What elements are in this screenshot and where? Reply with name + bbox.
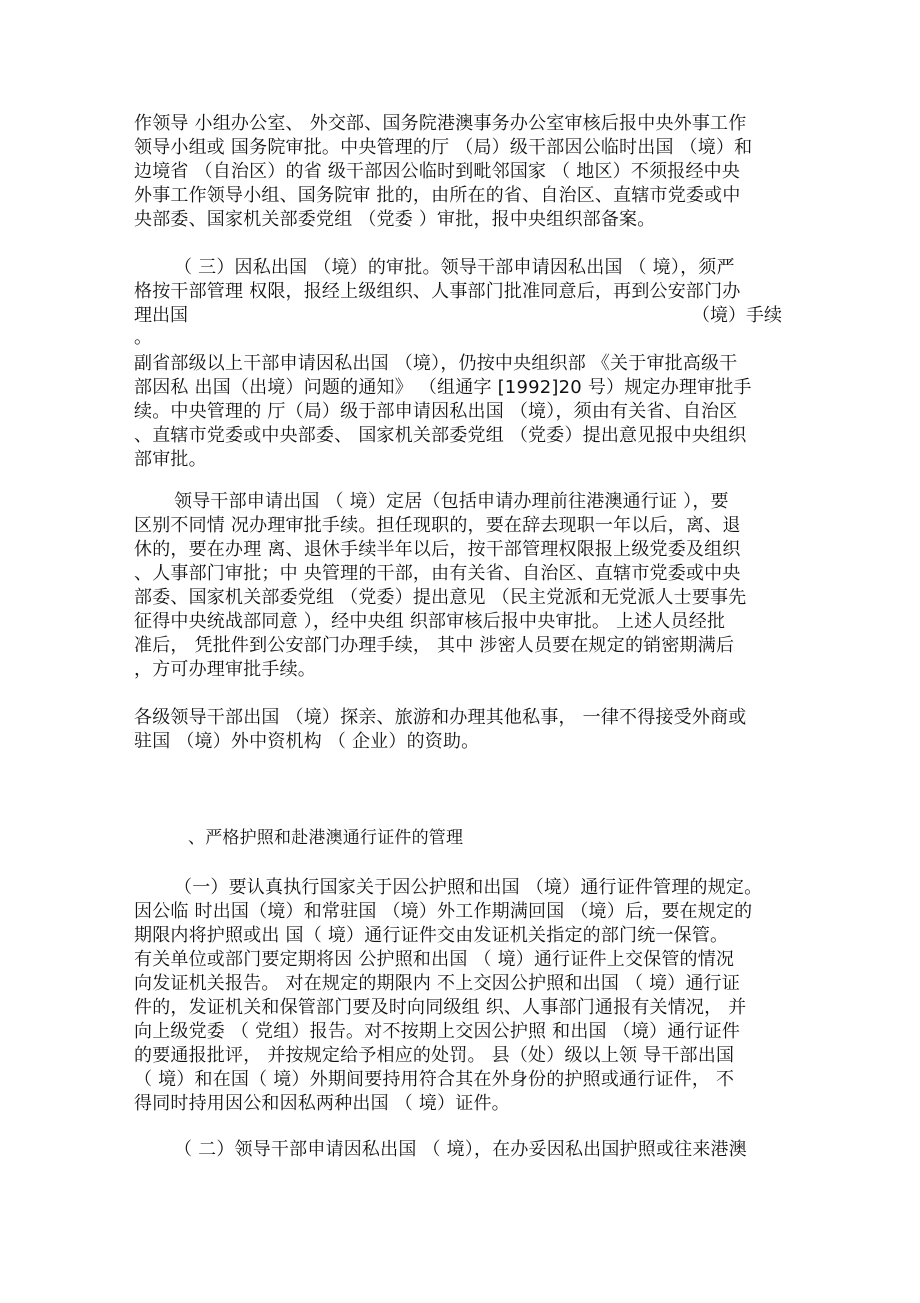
text-line: 区别不同情 况办理审批手续。担任现职的，要在辞去现职一年以后，离、退	[134, 515, 741, 536]
text-line: 驻国 （境）外中资机构 （ 企业）的资助。	[134, 731, 480, 752]
text-line: 央部委、国家机关部委党组 （党委 ）审批，报中央组织部备案。	[134, 209, 656, 230]
text-line: 向上级党委 （ 党组）报告。对不按期上交因公护照 和出国 （境）通行证件	[134, 1021, 741, 1042]
text-line: 有关单位或部门要定期将因 公护照和出国 （ 境）通行证件上交保管的情况	[134, 949, 735, 970]
text-line: 休的，要在办理 离、退休手续半年以后，按干部管理权限报上级党委及组织	[134, 539, 741, 560]
text-line: 副省部级以上干部申请因私出国 （境），仍按中央组织部 《关于审批高级干	[134, 353, 738, 374]
text-line: 准后， 凭批件到公安部门办理手续， 其中 涉密人员要在规定的销密期满后	[134, 635, 735, 656]
text-line: 作领导 小组办公室、 外交部、国务院港澳事务办公室审核后报中央外事工作	[134, 113, 747, 134]
text-line: 续。中央管理的 厅（局）级于部申请因私出国 （境），须由有关省、自治区	[134, 401, 738, 422]
text-line: （ 二）领导干部申请因私出国 （ 境），在办妥因私出国护照或往来港澳	[174, 1139, 747, 1160]
text-line: 向发证机关报告。 对在规定的期限内 不上交因公护照和出国 （ 境）通行证	[134, 973, 741, 994]
text-fragment: 理出国	[134, 305, 188, 326]
section-heading: 、严格护照和赴港澳通行证件的管理	[188, 828, 464, 848]
text-line-justified	[134, 304, 782, 328]
text-line: 期限内将护照或出 国（ 境）通行证件交由发证机关指定的部门统一保管。	[134, 925, 729, 946]
text-line: 因公临 时出国（境）和常驻国 （境）外工作期满回国 （境）后，要在规定的	[134, 901, 753, 922]
text-line: 领导干部申请出国 （ 境）定居（包括申请办理前往港澳通行证 ），要	[174, 491, 729, 512]
text-line: 格按干部管理 权限，报经上级组织、人事部门批准同意后，再到公安部门办	[134, 281, 741, 302]
text-line: 。	[134, 327, 153, 348]
text-line: 件的，发证机关和保管部门要及时向同级组 织、人事部门通报有关情况， 并	[134, 997, 747, 1018]
text-line: 征得中央统战部同意 ），经中央组 织部审核后报中央审批。 上述人员经批	[134, 611, 726, 632]
text-line: ，方可办理审批手续。	[134, 659, 316, 680]
text-line: 的要通报批评， 并按规定给予相应的处罚。 县（处）级以上领 导干部出国	[134, 1045, 735, 1066]
text-line: 部因私 出国（出境）问题的通知》 （组通字 [1992]20 号）规定办理审批手	[134, 377, 752, 398]
text-line: 、人事部门审批；中 央管理的干部，由有关省、自治区、直辖市党委或中央	[134, 563, 741, 584]
text-line: （ 三）因私出国 （境）的审批。领导干部申请因私出国 （ 境），须严	[174, 257, 735, 278]
text-line: （一）要认真执行国家关于因公护照和出国 （境）通行证件管理的规定。	[174, 877, 763, 898]
text-line: 得同时持用因公和因私两种出国 （ 境）证件。	[134, 1093, 510, 1114]
text-fragment: （境）手续	[692, 305, 782, 326]
text-line: 边境省 （自治区）的省 级干部因公临时到毗邻国家 （ 地区）不须报经中央	[134, 161, 741, 182]
text-line: 领导小组或 国务院审批。中央管理的厅 （局）级干部因公临时出国 （境）和	[134, 137, 753, 158]
text-line: （ 境）和在国（ 境）外期间要持用符合其在外身份的护照或通行证件， 不	[134, 1069, 735, 1090]
text-line: 部审批。	[134, 449, 207, 470]
text-line: 各级领导干部出国 （境）探亲、旅游和办理其他私事， 一律不得接受外商或	[134, 707, 747, 728]
text-line: 部委、国家机关部委党组 （党委）提出意见 （民主党派和无党派人士要事先	[134, 587, 747, 608]
text-line: 、直辖市党委或中央部委、 国家机关部委党组 （党委）提出意见报中央组织	[134, 425, 747, 446]
text-line: 外事工作领导小组、国务院审 批的，由所在的省、自治区、直辖市党委或中	[134, 185, 741, 206]
